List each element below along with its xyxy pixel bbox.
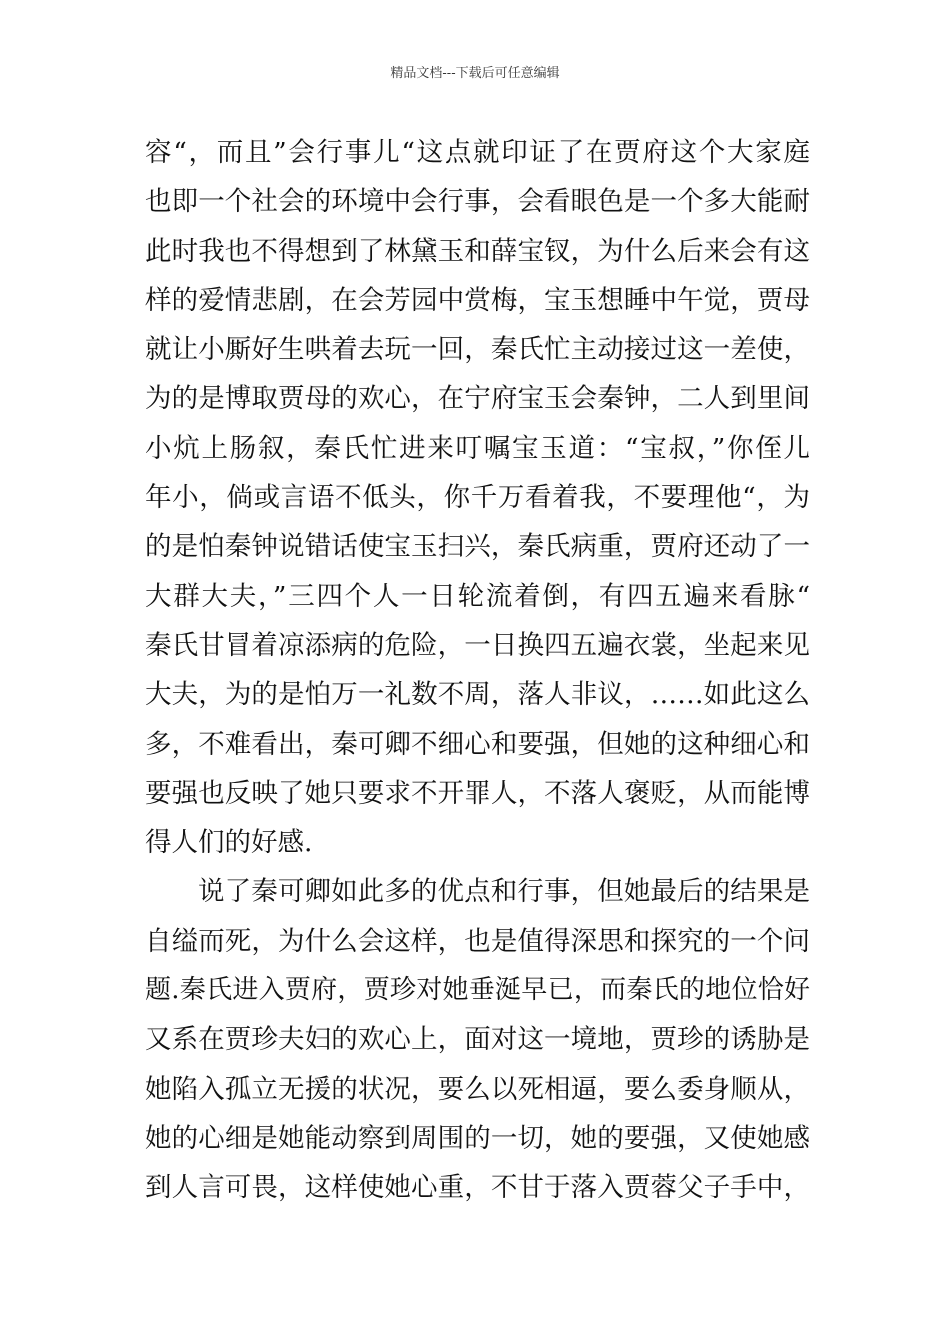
paragraph-1 [145, 128, 810, 867]
body-text [145, 128, 810, 1213]
text-line: 大群大夫，”三四个人一日轮流着倒，有四五遍来看脉“ [145, 580, 810, 612]
text-line: 此时我也不得想到了林黛玉和薛宝钗，为什么后来会有这 [145, 235, 810, 267]
text-line: 到人言可畏，这样使她心重，不甘于落入贾蓉父子手中， [145, 1172, 810, 1204]
text-line: 她陷入孤立无援的状况，要么以死相逼，要么委身顺从， [145, 1073, 810, 1105]
text-line: 大夫，为的是怕万一礼数不周，落人非议，……如此这么 [145, 679, 810, 711]
page-header: 精品文档---下载后可任意编辑 [390, 66, 560, 81]
text-line: 又系在贾珍夫妇的欢心上，面对这一境地，贾珍的诱胁是 [145, 1024, 810, 1056]
text-line: 样的爱情悲剧，在会芳园中赏梅，宝玉想睡中午觉，贾母 [145, 284, 810, 316]
text-line: 说了秦可卿如此多的优点和行事，但她最后的结果是 [198, 876, 810, 908]
text-line: 她的心细是她能动察到周围的一切，她的要强，又使她感 [145, 1122, 810, 1154]
text-line: 年小，倘或言语不低头，你千万看着我，不要理他“，为 [145, 482, 810, 514]
text-line: 题.秦氏进入贾府，贾珍对她垂涎早已，而秦氏的地位恰好 [145, 975, 810, 1006]
text-line: 小炕上肠叙，秦氏忙进来叮嘱宝玉道：“宝叔，”你侄儿 [145, 432, 810, 464]
text-line: 要强也反映了她只要求不开罪人，不落人褒贬，从而能博 [145, 777, 810, 809]
text-line: 多，不难看出，秦可卿不细心和要强，但她的这种细心和 [145, 728, 810, 760]
paragraph-2 [145, 867, 810, 1212]
text-line: 自缢而死，为什么会这样，也是值得深思和探究的一个问 [145, 925, 810, 957]
text-line: 为的是博取贾母的欢心，在宁府宝玉会秦钟，二人到里间 [145, 383, 810, 415]
text-line: 就让小厮好生哄着去玩一回，秦氏忙主动接过这一差使， [145, 334, 810, 366]
text-line: 得人们的好感. [145, 827, 313, 859]
text-line: 秦氏甘冒着凉添病的危险，一日换四五遍衣裳，坐起来见 [145, 629, 810, 661]
text-line: 也即一个社会的环境中会行事，会看眼色是一个多大能耐 [145, 186, 810, 218]
text-line: 容“，而且”会行事儿“这点就印证了在贾府这个大家庭 [145, 137, 810, 168]
text-line: 的是怕秦钟说错话使宝玉扫兴，秦氏病重，贾府还动了一 [145, 531, 810, 563]
